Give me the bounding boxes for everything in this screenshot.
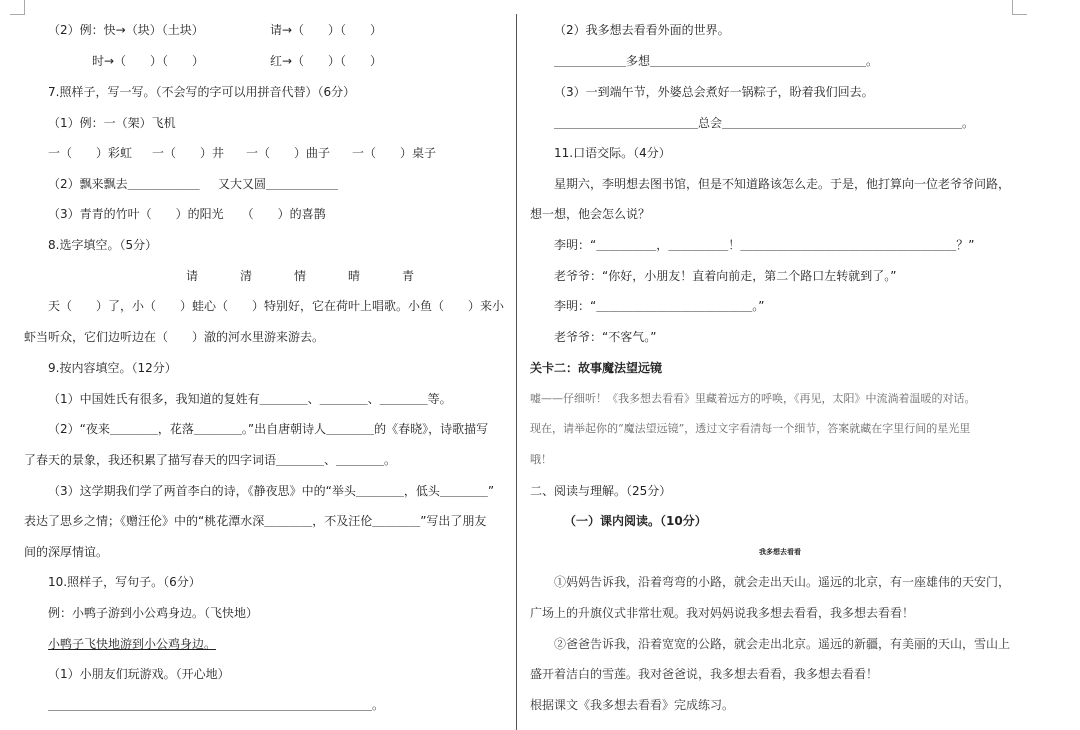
- q10-2: （2）我多想去看看外面的世界。: [554, 23, 730, 37]
- q9-2-b: 了春天的景象，我还积累了描写春天的四字词语＿＿＿＿、＿＿＿＿。: [24, 453, 397, 467]
- q7-3: （3）青青的竹叶（ ）的阳光 （ ）的喜鹊: [48, 207, 326, 221]
- passage-p1-b: 广场上的升旗仪式非常壮观。我对妈妈说我多想去看看，我多想去看看！: [530, 606, 915, 620]
- passage-p2-b: 盛开着洁白的雪莲。我对爸爸说，我多想去看看，我多想去看看！: [530, 667, 879, 681]
- passage-p1-a: ①妈妈告诉我，沿着弯弯的小路，就会走出天山。遥远的北京，有一座雄伟的天安门，: [554, 575, 1011, 589]
- q11-scenario-2: 想一想，他会怎么说？: [530, 207, 651, 221]
- q11-heading: 11.口语交际。（4分）: [554, 146, 671, 160]
- q8-char-3: 情: [294, 269, 307, 283]
- section-2-1-heading: （一）课内阅读。（10分）: [564, 514, 707, 528]
- passage-instruction: 根据课文《我多想去看看》完成练习。: [530, 698, 735, 712]
- q7-blank-1: 一（ ）彩虹: [48, 146, 133, 160]
- q8-passage-2: 虾当听众，它们边听边在（ ）澈的河水里游来游去。: [24, 330, 325, 344]
- q9-heading: 9.按内容填空。（12分）: [48, 361, 177, 375]
- right-column: [520, 0, 1040, 730]
- q9-3-c: 间的深厚情谊。: [24, 545, 109, 559]
- q9-3-b: 表达了思乡之情；《赠汪伦》中的“桃花潭水深＿＿＿＿，不及汪伦＿＿＿＿”写出了朋友: [24, 514, 487, 528]
- q10-heading: 10.照样子，写句子。（6分）: [48, 575, 201, 589]
- gate2-intro-2: 现在，请举起你的“魔法望远镜”，透过文字看清每一个细节，答案就藏在字里行间的星光里: [530, 422, 971, 435]
- q8-char-1: 请: [186, 269, 199, 283]
- q8-char-2: 清: [240, 269, 253, 283]
- q10-2-answer-line: ＿＿＿＿＿＿多想＿＿＿＿＿＿＿＿＿＿＿＿＿＿＿＿＿＿。: [554, 54, 879, 68]
- q7-blank-4: 一（ ）桌子: [352, 146, 437, 160]
- q8-char-options: [186, 268, 414, 284]
- gate2-intro-1: 嘘——仔细听！《我多想去看看》里藏着远方的呼唤，《再见，太阳》中流淌着温暖的对话。: [530, 392, 976, 405]
- q10-example-answer: 小鸭子飞快地游到小公鸡身边。: [48, 637, 217, 651]
- gate2-heading: 关卡二：故事魔法望远镜: [530, 361, 663, 375]
- q11-liming-1: 李明：“＿＿＿＿＿，＿＿＿＿＿！＿＿＿＿＿＿＿＿＿＿＿＿＿＿＿＿＿＿？”: [554, 238, 975, 252]
- q8-heading: 8.选字填空。（5分）: [48, 238, 158, 252]
- q7-heading: 7.照样子，写一写。（不会写的字可以用拼音代替）（6分）: [48, 85, 356, 99]
- q10-1: （1）小朋友们玩游戏。（开心地）: [48, 667, 230, 681]
- q6-hong-line: 红→（ ）（ ）: [270, 54, 383, 68]
- q6-shi-line: 时→（ ）（ ）: [92, 54, 205, 68]
- q7-2-b: 又大又圆＿＿＿＿＿＿: [218, 177, 339, 191]
- q11-liming-2: 李明：“＿＿＿＿＿＿＿＿＿＿＿＿＿。”: [554, 299, 765, 313]
- q9-3-a: （3）这学期我们学了两首李白的诗，《静夜思》中的“举头＿＿＿＿，低头＿＿＿＿”: [48, 484, 495, 498]
- q11-scenario-1: 星期六，李明想去图书馆，但是不知道路该怎么走。于是，他打算向一位老爷爷问路，: [554, 177, 1011, 191]
- left-column: [0, 0, 515, 730]
- q7-blank-3: 一（ ）曲子: [246, 146, 331, 160]
- q7-blank-2: 一（ ）井: [152, 146, 225, 160]
- q8-char-5: 青: [402, 269, 415, 283]
- q10-3-answer-line: ＿＿＿＿＿＿＿＿＿＿＿＿总会＿＿＿＿＿＿＿＿＿＿＿＿＿＿＿＿＿＿＿＿。: [554, 116, 975, 130]
- section-2-heading: 二、阅读与理解。（25分）: [530, 484, 672, 498]
- q8-passage-1: 天（ ）了，小（ ）蛙心（ ）特别好，它在荷叶上唱歌。小鱼（ ）来小: [48, 299, 505, 313]
- gate2-intro-3: 哦！: [530, 453, 552, 466]
- q6-example-line: （2）例：快→（块）（土块）: [48, 23, 204, 37]
- passage-p2-a: ②爸爸告诉我，沿着宽宽的公路，就会走出北京。遥远的新疆，有美丽的天山，雪山上: [554, 637, 1011, 651]
- q9-2-a: （2）“夜来＿＿＿＿，花落＿＿＿＿。”出自唐朝诗人＿＿＿＿的《春晓》，诗歌描写: [48, 422, 489, 436]
- q10-answer-line: ＿＿＿＿＿＿＿＿＿＿＿＿＿＿＿＿＿＿＿＿＿＿＿＿＿＿＿。: [48, 698, 385, 712]
- q8-char-4: 晴: [348, 269, 361, 283]
- q7-2-a: （2）飘来飘去＿＿＿＿＿＿: [48, 177, 200, 191]
- q9-1: （1）中国姓氏有很多，我知道的复姓有＿＿＿＿、＿＿＿＿、＿＿＿＿等。: [48, 392, 452, 406]
- q10-example: 例：小鸭子游到小公鸡身边。（飞快地）: [48, 606, 259, 620]
- column-divider: [516, 14, 517, 730]
- q7-example: （1）例：一（架）飞机: [48, 116, 176, 130]
- q10-3: （3）一到端午节，外婆总会煮好一锅粽子，盼着我们回去。: [554, 85, 874, 99]
- passage-title: 我多想去看看: [759, 548, 801, 556]
- q6-qing-line: 请→（ ）（ ）: [270, 23, 383, 37]
- q11-grandpa-2: 老爷爷：“不客气。”: [554, 330, 657, 344]
- q11-grandpa-1: 老爷爷：“你好，小朋友！直着向前走，第二个路口左转就到了。”: [554, 269, 897, 283]
